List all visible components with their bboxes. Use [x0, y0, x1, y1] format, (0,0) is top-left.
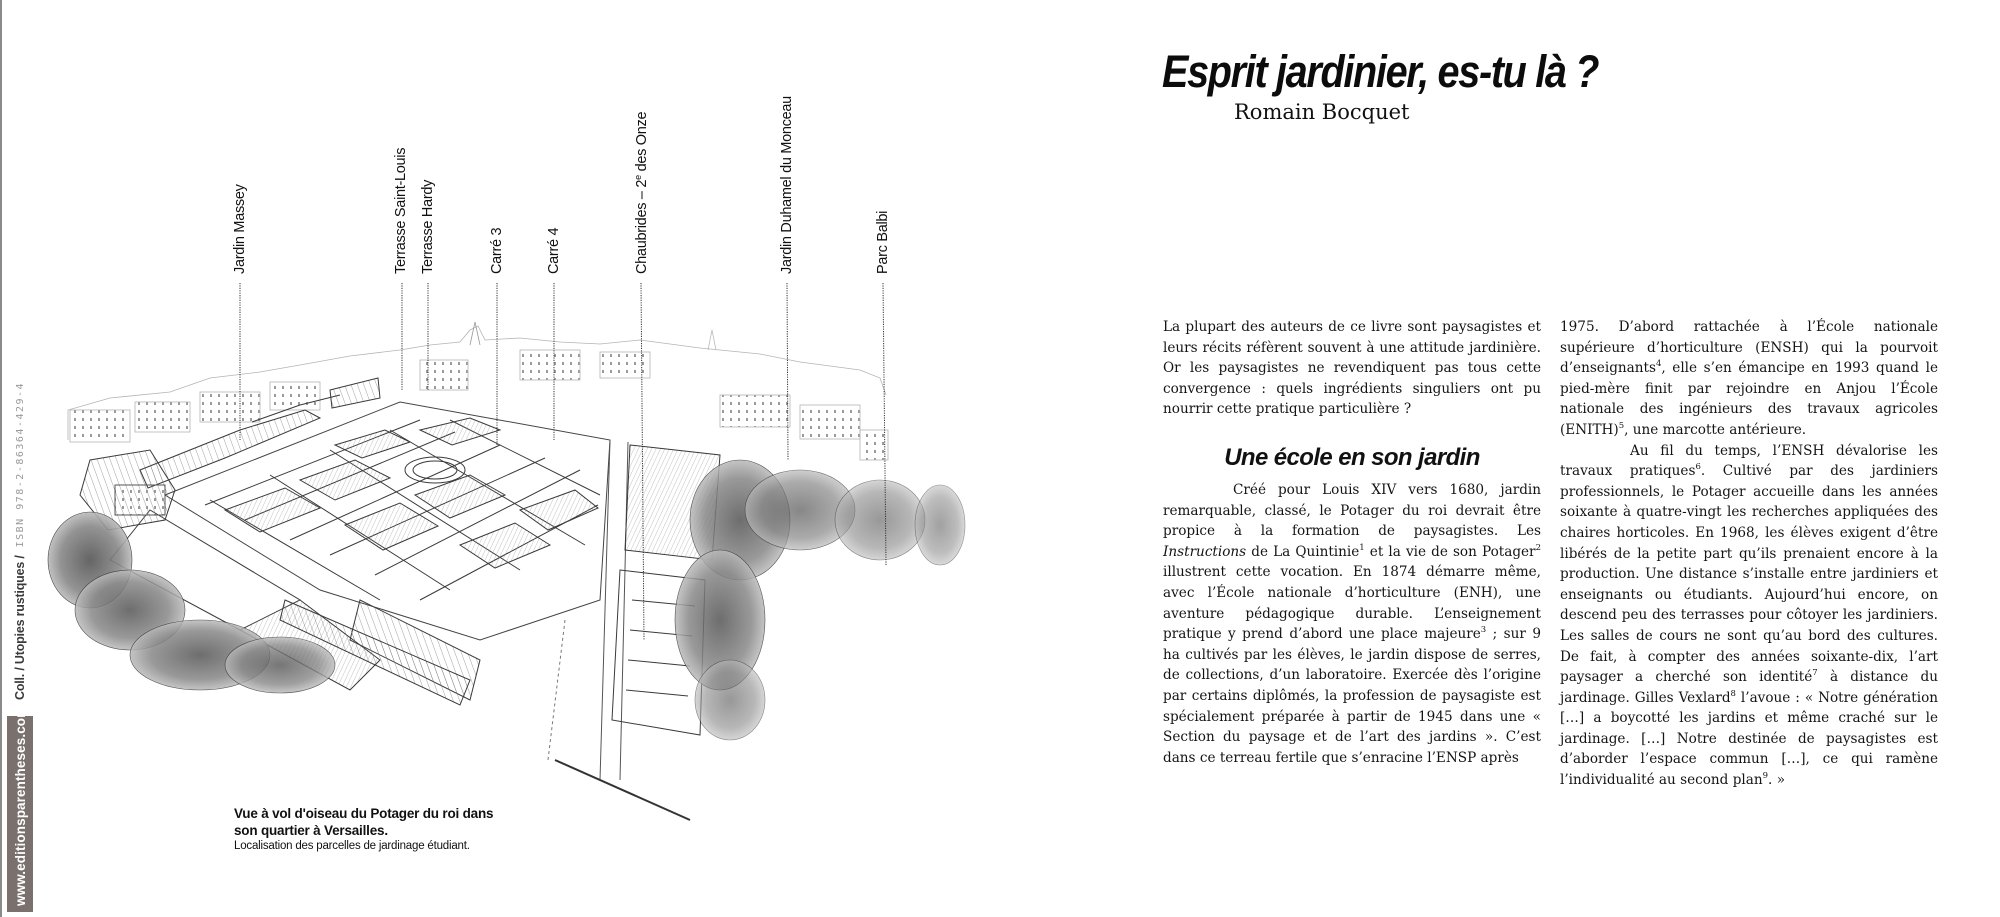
footnote-ref-5[interactable]: 5 — [1618, 420, 1625, 431]
text-column-1 — [1163, 317, 1541, 768]
isbn-label: ISBN 978-2-86364-429-4 — [14, 381, 26, 548]
p1-text-b: de La Quintinie — [1246, 543, 1360, 560]
text-column-2 — [1560, 317, 1938, 791]
town-skyline — [68, 322, 888, 460]
p1-text-a: Créé pour Louis XIV vers 1680, jardin remarquable, classé, le Potager du roi devrait être propice à la formation de paysagistes. Les — [1163, 481, 1541, 540]
footnote-ref-1[interactable]: 1 — [1359, 542, 1365, 553]
footnote-ref-8[interactable]: 8 — [1730, 688, 1736, 699]
footnote-ref-3[interactable]: 3 — [1480, 625, 1487, 636]
label-terrasse-saint-louis: Terrasse Saint-Louis — [393, 147, 409, 274]
right-page — [1000, 0, 2000, 917]
p1-italic-instructions: Instructions — [1163, 543, 1247, 560]
figure-caption — [234, 805, 514, 853]
p1-text-e: ; sur 9 ha cultivés par les élèves, le jardin dispose de serres, de collections, d’un laboratoire. Exercée dès l’origine par certains diplômés, la profession de paysagiste est spécialement préparée à partir de 1945 dans une « Section du paysage et de l’art des jardins ». C’est dans ce terreau fertile que s’enracine l’ENSP après — [1163, 626, 1542, 766]
body-paragraph-1-continued — [1560, 317, 1938, 441]
label-parc-balbi: Parc Balbi — [875, 210, 891, 274]
label-chaubrides-text: Chaubrides – 2 — [634, 179, 650, 274]
spine-collection-isbn — [13, 382, 27, 700]
label-carre-4: Carré 4 — [546, 227, 562, 274]
p2-text-a: Au fil du temps, l’ENSH dévalorise les travaux pratiques — [1560, 442, 1938, 480]
p2-text-b: . Cultivé par des jardiniers professionnels, le Potager accueille dans les années soixante à quatre-vingt les recherches appliquées des chaires horticoles. En 1968, les élèves exigent d’être libérés de la petite part qu’ils prenaient encore à la production. Une distance s’installe entre jardiniers et enseignants ou étudiants. Aujourd’hui encore, on descend peu des terrasses pour côtoyer les jardiniers. Les salles de cours ne sont qu’au bord des cultures. De fait, à compter des années soixante-dix, l’art paysager a cherché son identité — [1560, 463, 1938, 686]
p1-text-f: , elle s’en émancipe en 1993 quand le pied-mère finit par rejoindre en Anjou l’École nationale des ingénieurs des travaux agricoles (ENITH) — [1560, 360, 1938, 438]
p2-text-e: . » — [1768, 772, 1786, 789]
p1-text-g: , une marcotte antérieure. — [1624, 421, 1807, 438]
label-chaubrides-text-after: des Onze — [634, 111, 650, 176]
trees — [48, 460, 965, 740]
p1-text-c: et la vie de son Potager — [1364, 543, 1536, 560]
intro-paragraph: La plupart des auteurs de ce livre sont paysagistes et leurs récits réfèrent souvent à une attitude jardinière. Or les paysagistes ne revendiquent pas tous cette convergence : quels ingrédients singuliers ont pu nourrir cette pratique particulière ? — [1163, 319, 1541, 418]
body-paragraph-2 — [1560, 441, 1938, 791]
footnote-ref-4[interactable]: 4 — [1655, 359, 1662, 370]
body-paragraph-1 — [1163, 480, 1541, 768]
footnote-ref-7[interactable]: 7 — [1812, 668, 1818, 679]
label-chaubrides-sup: e — [633, 175, 643, 180]
author-name: Romain Bocquet — [1234, 100, 1410, 124]
label-jardin-duhamel: Jardin Duhamel du Monceau — [779, 96, 795, 274]
leader-lines — [240, 283, 886, 640]
label-carre-3: Carré 3 — [489, 227, 505, 274]
p2-text-c: à distance du jardinage. Gilles Vexlard — [1560, 669, 1939, 706]
caption-subtitle: Localisation des parcelles de jardinage étudiant. — [234, 840, 470, 852]
p2-text-d: l’avoue : « Notre génération […] a boycotté les jardins et même craché sur le jardinage. […] Notre destinée de paysagistes est d’aborder l’espace commun […], ce qui ramène l’individualité au second plan — [1560, 689, 1939, 789]
chapter-title: Esprit jardinier, es-tu là ? — [1162, 46, 1599, 97]
label-jardin-massey: Jardin Massey — [232, 184, 248, 274]
section-heading: Une école en son jardin — [1224, 443, 1480, 471]
p1-text-e-continued: 1975. D’abord rattachée à l’École nationale supérieure d’horticulture (ENSH) qui la pourvoit d’enseignants — [1560, 319, 1938, 377]
collection-label: Coll. / Utopies rustiques / — [13, 555, 27, 700]
footnote-ref-9[interactable]: 9 — [1762, 771, 1769, 782]
website-link[interactable]: www.editionsparentheses.com — [13, 705, 28, 906]
caption-title: Vue à vol d'oiseau du Potager du roi dans son quartier à Versailles. — [234, 806, 494, 838]
footnote-ref-6[interactable]: 6 — [1695, 462, 1701, 473]
footnote-ref-2[interactable]: 2 — [1535, 542, 1541, 553]
label-chaubrides — [633, 112, 650, 274]
label-terrasse-hardy: Terrasse Hardy — [420, 179, 436, 274]
p1-text-d: illustrent cette vocation. En 1874 démarre même, avec l’École nationale d’horticulture (ENH), une aventure pédagogique durable. L’enseignement pratique y prend d’abord une place majeure — [1163, 564, 1541, 643]
leader-jardin-duhamel — [787, 283, 788, 460]
